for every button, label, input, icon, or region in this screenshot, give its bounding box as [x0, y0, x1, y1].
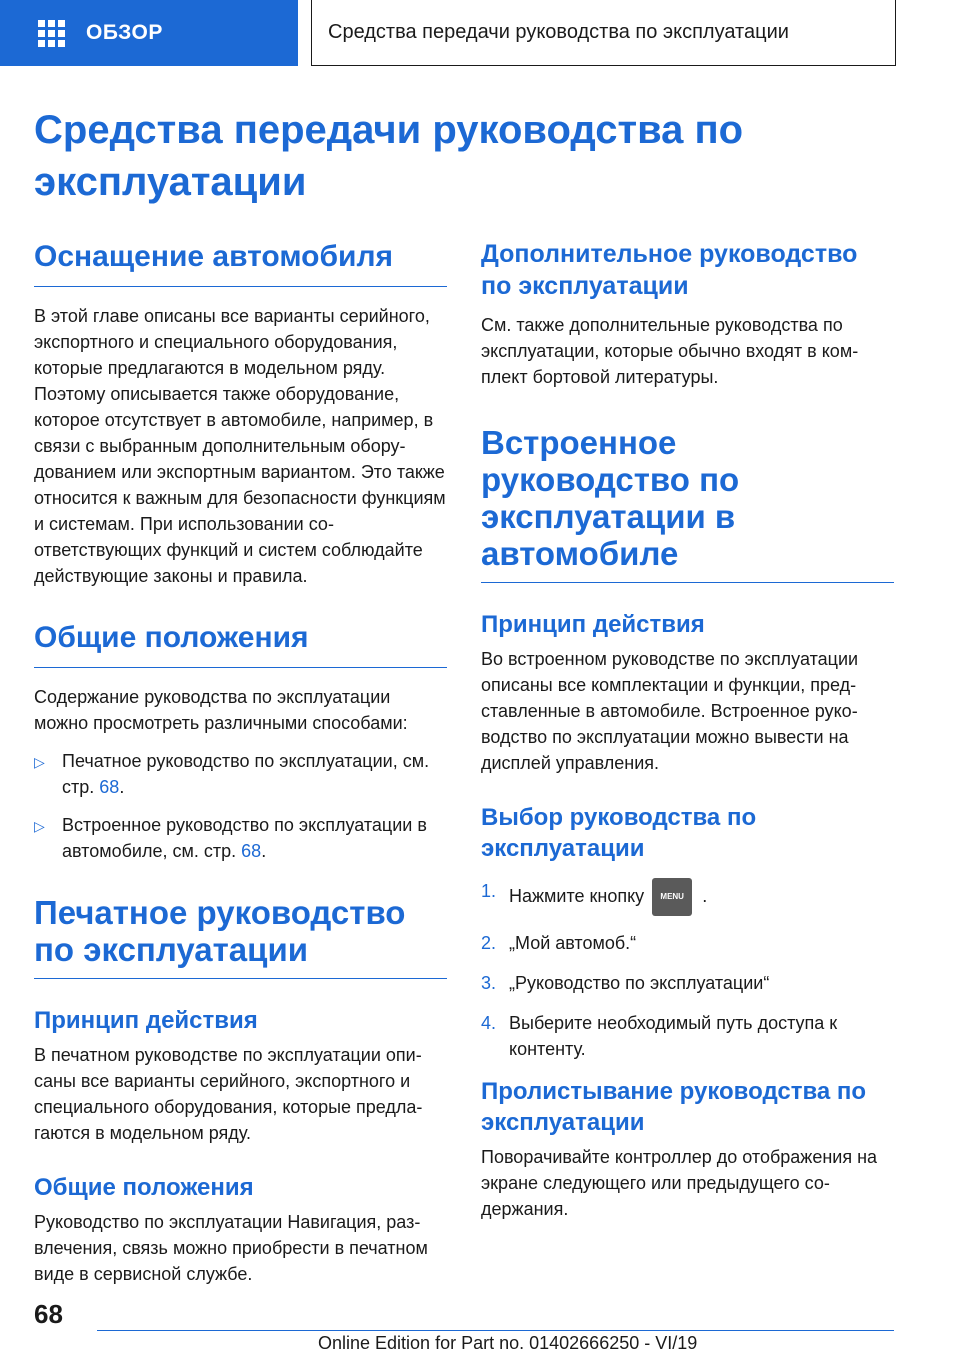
left-column [34, 238, 447, 1317]
subsection-heading: Принцип действия [34, 1007, 258, 1034]
paragraph: Во встроенном руководстве по эксплуатации описаны все комплектации и функции, представленные в автомобиле. Встроенное руководство по эксплуатации можно вывести на дисплей управления. [481, 649, 859, 773]
section-integrated-manual [481, 424, 894, 1222]
grid-icon [38, 20, 66, 46]
section-vehicle-equipment [34, 238, 447, 589]
page-link[interactable]: 68 [99, 777, 120, 797]
menu-button-icon: MENU [652, 878, 692, 916]
section-heading: Печатное руководство по эксплуатации [34, 894, 447, 979]
subsection-select-manual [481, 802, 894, 1062]
list-item: 3. „Руководство по эксплуатации“ [481, 973, 770, 993]
subsection-principle [481, 609, 894, 776]
subsection-principle [34, 1005, 447, 1146]
paragraph: В печатном руководстве по эксплуатации описаны все варианты серийного, экспортного и специального оборудования, которые предлагаются в модельном ряду. [34, 1045, 423, 1143]
page-header [0, 0, 960, 66]
list-item: 1. Нажмите кнопку MENU . [481, 878, 894, 916]
bullet-list [34, 748, 447, 864]
header-chapter-title: Средства передачи руководства по эксплуатации [311, 0, 896, 66]
triangle-bullet-icon: ▷ [34, 754, 45, 770]
section-additional-manual [481, 238, 894, 390]
paragraph: Руководство по эксплуатации Навигация, развлечения, связь можно приобрести в печатном виде в сервисной службе. [34, 1212, 428, 1284]
list-item: ▷ Встроенное руководство по эксплуатации в автомобиле, см. стр. 68. [34, 812, 447, 864]
subsection-general [34, 1172, 447, 1287]
step-list [481, 878, 894, 1062]
overview-tab[interactable] [0, 0, 298, 66]
triangle-bullet-icon: ▷ [34, 818, 45, 834]
list-item: 2. „Мой автомоб.“ [481, 933, 637, 953]
subsection-heading: Общие положения [34, 1174, 254, 1201]
subsection-scrolling [481, 1076, 894, 1222]
subsection-heading: Выбор руководства по эксплуатации [481, 804, 757, 862]
paragraph: В этой главе описаны все варианты серийного, экспортного и специального оборудования, которые предлагаются в модельном ряду. Поэтому описывается также оборудование, которое отсутствует в автомобиле, например, в связи с выбранным дополнительным оборудованием или экспортным вариантом. Это также относится к важным для безопасности функциям и системам. При использовании соответствующих функций и систем соблюдайте действующие законы и правила. [34, 306, 446, 586]
paragraph: Содержание руководства по эксплуатации можно просмотреть различными способами: [34, 687, 408, 733]
section-heading: Дополнительное руководство по эксплуатации [481, 240, 858, 300]
page-link[interactable]: 68 [241, 841, 262, 861]
section-heading: Общие положения [34, 619, 447, 668]
section-general [34, 619, 447, 864]
subsection-heading: Пролистывание руководства по эксплуатации [481, 1078, 867, 1136]
page-title: Средства передачи руководства по эксплуатации [34, 108, 744, 204]
paragraph: Поворачивайте контроллер до отображения на экране следующего или предыдущего содержания. [481, 1147, 878, 1219]
right-column [481, 238, 894, 1252]
list-item: 4. Выберите необходимый путь доступа к контенту. [481, 1013, 838, 1059]
section-printed-manual [34, 894, 447, 1287]
paragraph: См. также дополнительные руководства по эксплуатации, которые обычно входят в комплект бортовой литературы. [481, 315, 859, 387]
footer-divider [97, 1330, 894, 1331]
page-number: 68 [34, 1299, 63, 1329]
subsection-heading: Принцип действия [481, 611, 705, 638]
section-heading: Встроенное руководство по эксплуатации в автомобиле [481, 424, 894, 583]
overview-tab-label: ОБЗОР [86, 21, 163, 44]
section-heading: Оснащение автомобиля [34, 238, 447, 287]
list-item: ▷ Печатное руководство по эксплуатации, см. стр. 68. [34, 748, 447, 800]
footer-edition: Online Edition for Part no. 01402666250 - VI/19 [318, 1333, 698, 1353]
